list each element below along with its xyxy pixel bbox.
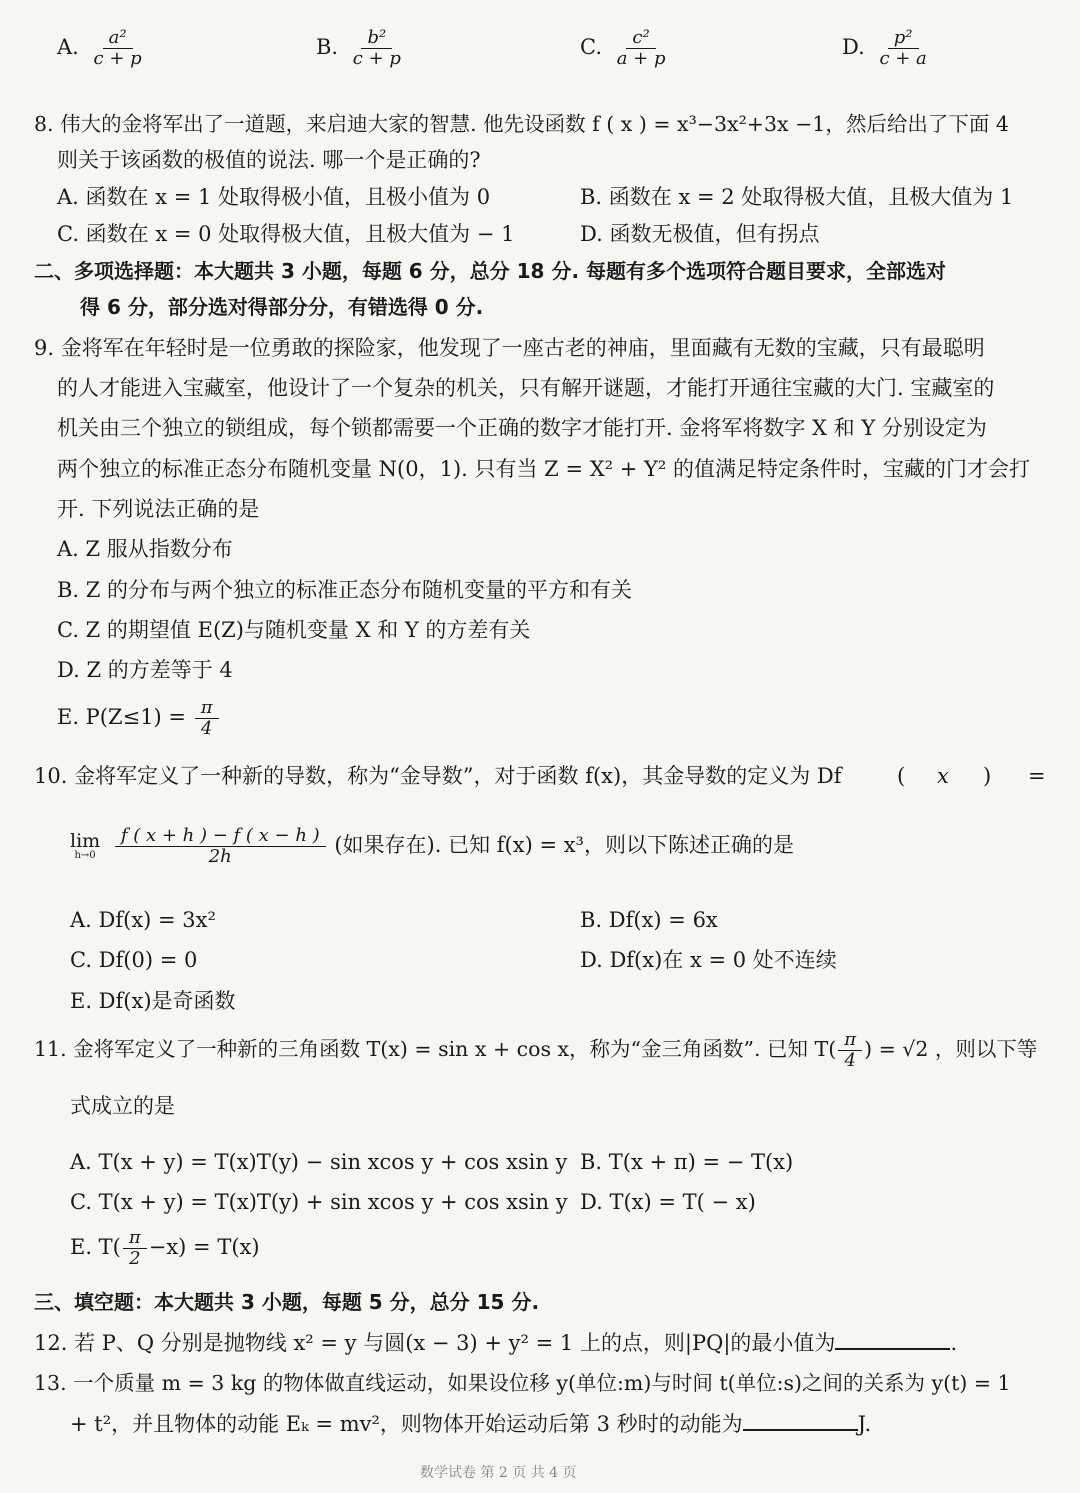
q9-stem-line4: 两个独立的标准正态分布随机变量 N(0，1). 只有当 Z = X² + Y² 的值满足特定条件时，宝藏的门才会打 (57, 457, 1030, 481)
q7-option-a: A. $\frac{\text{a²}}{c + p}$ (57, 28, 150, 69)
fraction: $\frac{\text{c²}}{a + p}$ (616, 27, 666, 69)
q12-stem: 12. 若 P、Q 分别是抛物线 x² = y 与圆(x − 3) + y² = 1 上的点，则|PQ|的最小值为 . (34, 1328, 957, 1357)
q9-stem-line2: 的人才能进入宝藏室，他设计了一个复杂的机关，只有解开谜题，才能打开通往宝藏的大门. 宝藏室的 (57, 376, 995, 400)
fraction: $\frac{\pi}{2}$ (123, 1228, 147, 1269)
q10-option-d: D. Df(x)在 x = 0 处不连续 (580, 948, 837, 972)
answer-blank[interactable] (743, 1409, 858, 1431)
fraction: $\frac{\text{p²}}{c + a}$ (879, 27, 927, 69)
q13-stem-line1: 13. 一个质量 m = 3 kg 的物体做直线运动，如果设位移 y(单位:m)与时间 t(单位:s)之间的关系为 y(t) = 1 (34, 1371, 1011, 1395)
q8-stem-line2: 则关于该函数的极值的说法. 哪一个是正确的? (57, 148, 481, 172)
q10-option-a: A. Df(x) = 3x² (70, 908, 216, 932)
q10-option-e: E. Df(x)是奇函数 (70, 989, 236, 1013)
q11-stem-line1: 11. 金将军定义了一种新的三角函数 T(x) = sin x + cos x，称为“金三角函数”. 已知 T( $\frac{\pi}{4}$ ) = √2 ，则以下等 (34, 1029, 1038, 1071)
q11-option-d: D. T(x) = T( − x) (580, 1190, 756, 1214)
q11-option-c: C. T(x + y) = T(x)T(y) + sin xcos y + cos xsin y (70, 1190, 568, 1214)
section3-heading: 三、填空题：本大题共 3 小题，每题 5 分，总分 15 分. (34, 1290, 540, 1314)
section2-heading-line2: 得 6 分，部分选对得部分分，有错选得 0 分. (80, 295, 484, 319)
q9-option-b: B. Z 的分布与两个独立的标准正态分布随机变量的平方和有关 (57, 578, 633, 602)
section2-heading-line1: 二、多项选择题：本大题共 3 小题，每题 6 分，总分 18 分. 每题有多个选项符合题目要求，全部选对 (34, 259, 947, 283)
fraction: $\frac{\text{b²}}{c + p}$ (352, 27, 401, 69)
q8-option-a: A. 函数在 x = 1 处取得极小值，且极小值为 0 (57, 185, 491, 209)
q11-option-e: E. T( $\frac{\pi}{2}$ −x) = T(x) (70, 1227, 260, 1269)
q10-stem-equals: = (1028, 764, 1046, 788)
fraction: $\frac{f ( x + h ) - f ( x - h )}{2h}$ (115, 826, 326, 867)
fraction: $\frac{\pi}{4}$ (838, 1030, 862, 1071)
page-footer: 数学试卷 第 2 页 共 4 页 (420, 1465, 577, 1481)
q10-stem-paren-close: ) (983, 764, 992, 788)
q8-option-d: D. 函数无极值，但有拐点 (580, 222, 820, 246)
q11-stem-line2: 式成立的是 (70, 1094, 175, 1118)
q9-option-e: E. P(Z≤1) = $\frac{\pi}{4}$ (57, 698, 221, 739)
q10-stem-var: x (937, 764, 949, 788)
q7-option-c: C. $\frac{\text{c²}}{a + p}$ (580, 28, 673, 69)
q9-option-c: C. Z 的期望值 E(Z)与随机变量 X 和 Y 的方差有关 (57, 618, 531, 642)
q11-option-a: A. T(x + y) = T(x)T(y) − sin xcos y + cos xsin y (70, 1150, 568, 1174)
q9-option-a: A. Z 服从指数分布 (57, 537, 233, 561)
q10-stem-paren-open: ( (897, 764, 906, 788)
fraction: $\frac{\text{a²}}{c + p}$ (93, 27, 142, 69)
q8-stem-line1: 8. 伟大的金将军出了一道题，来启迪大家的智慧. 他先设函数 f ( x ) = x³−3x²+3x −1，然后给出了下面 4 (34, 112, 1009, 136)
q10-stem-line1: 10. 金将军定义了一种新的导数，称为“金导数”，对于函数 f(x)，其金导数的定义为 Df (34, 764, 842, 788)
fraction: $\frac{\pi}{4}$ (195, 698, 219, 739)
q10-limit-expression: lim h→0 $\frac{f ( x + h ) - f ( x - h )}{2h}$ (如果存在). 已知 f(x) = x³，则以下陈述正确的是 (70, 825, 794, 867)
q9-stem-line3: 机关由三个独立的锁组成，每个锁都需要一个正确的数字才能打开. 金将军将数字 X 和 Y 分别设定为 (57, 416, 987, 440)
q9-option-d: D. Z 的方差等于 4 (57, 658, 233, 682)
answer-blank[interactable] (835, 1328, 950, 1350)
q8-option-b: B. 函数在 x = 2 处取得极大值，且极大值为 1 (580, 185, 1014, 209)
q9-stem-line1: 9. 金将军在年轻时是一位勇敢的探险家，他发现了一座古老的神庙，里面藏有无数的宝藏，只有最聪明 (34, 336, 985, 360)
q7-option-d: D. $\frac{\text{p²}}{c + a}$ (842, 28, 935, 69)
q13-stem-line2: + t²，并且物体的动能 Eₖ = mv²，则物体开始运动后第 3 秒时的动能为 J. (70, 1409, 871, 1438)
q10-option-b: B. Df(x) = 6x (580, 908, 718, 932)
q9-stem-line5: 开. 下列说法正确的是 (57, 497, 260, 521)
q7-option-b: B. $\frac{\text{b²}}{c + p}$ (316, 28, 409, 69)
q10-option-c: C. Df(0) = 0 (70, 948, 198, 972)
limit-symbol: lim h→0 (70, 829, 101, 861)
q11-option-b: B. T(x + π) = − T(x) (580, 1150, 794, 1174)
q8-option-c: C. 函数在 x = 0 处取得极大值，且极大值为 − 1 (57, 222, 515, 246)
